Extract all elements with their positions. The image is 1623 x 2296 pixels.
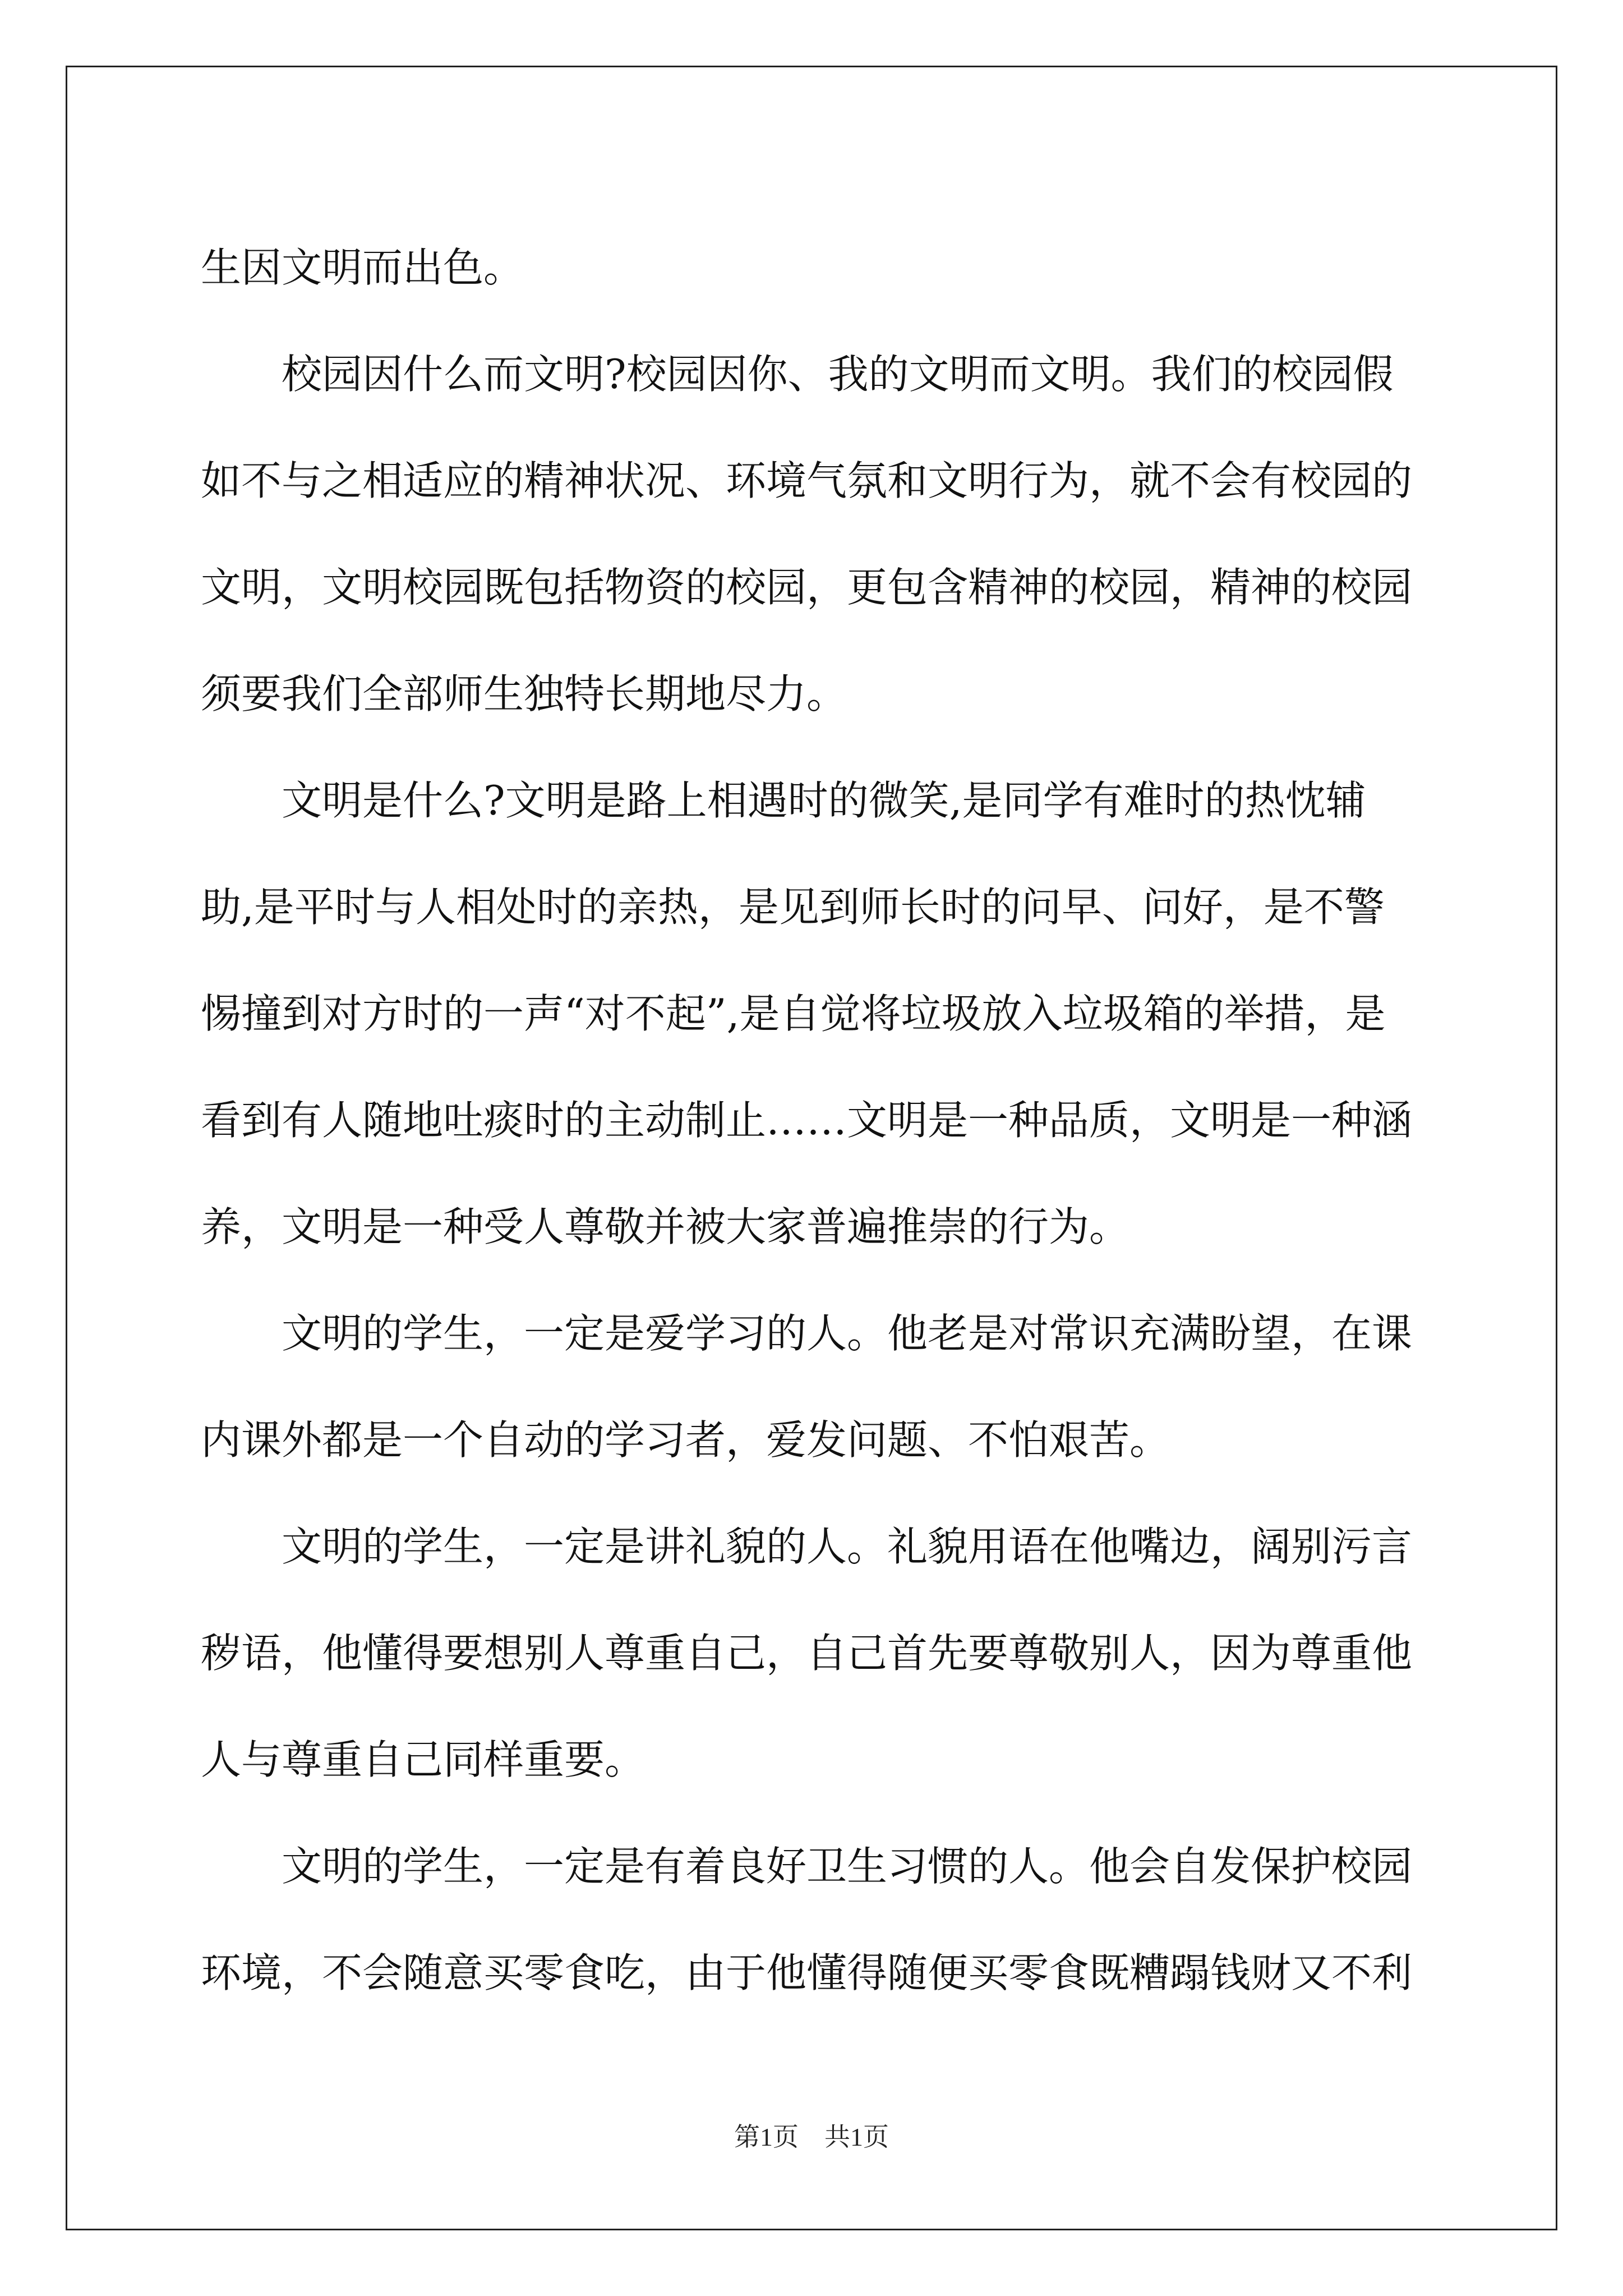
paragraph-1: 生因文明而出色。 [201,244,524,291]
paragraph-4: 文明的学生，一定是爱学习的人。他老是对常识充满盼望，在课内课外都是一个自动的学习者，爱发问题、不怕艰苦。 [201,1310,1413,1464]
paragraph-5: 文明的学生，一定是讲礼貌的人。礼貌用语在他嘴边，阔别污言秽语，他懂得要想别人尊重自己，自己首先要尊敬别人，因为尊重他人与尊重自己同样重要。 [201,1523,1413,1783]
document-body [201,214,1419,2026]
paragraph-6: 文明的学生，一定是有着良好卫生习惯的人。他会自发保护校园环境，不会随意买零食吃，由于他懂得随便买零食既糟蹋钱财又不利 [201,1843,1413,1996]
paragraph-2: 校园因什么而文明?校园因你、我的文明而文明。我们的校园假如不与之相适应的精神状况、环境气氛和文明行为，就不会有校园的文明，文明校园既包括物资的校园，更包含精神的校园，精神的校园须要我们全部师生独特长期地尽力。 [201,351,1413,717]
page-number-footer: 第1页 共1页 [734,2123,889,2151]
paragraph-3: 文明是什么?文明是路上相遇时的微笑,是同学有难时的热忱辅助,是平时与人相处时的亲热，是见到师长时的问早、问好，是不警惕撞到对方时的一声“对不起”,是自觉将垃圾放入垃圾箱的举措，是看到有人随地吐痰时的主动制止……文明是一种品质，文明是一种涵养，文明是一种受人尊敬并被大家普遍推崇的行为。 [201,777,1413,1250]
